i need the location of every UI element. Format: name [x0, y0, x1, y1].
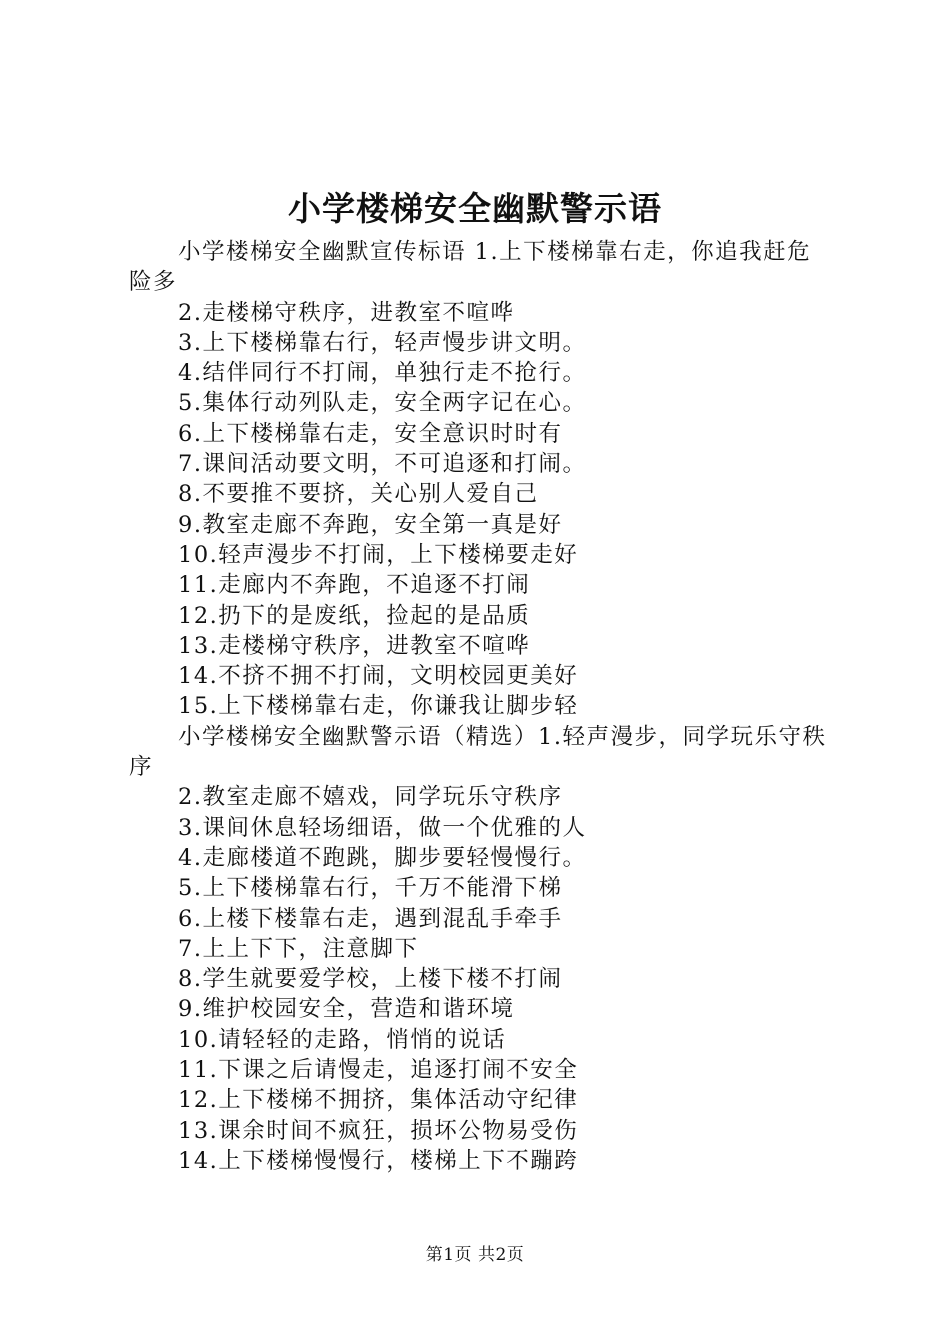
page-number-footer: 第1页 共2页 [425, 1245, 525, 1265]
list-item: 6.上楼下楼靠右走，遇到混乱手牵手 [178, 905, 563, 932]
section2-intro: 小学楼梯安全幽默警示语（精选）1.轻声漫步，同学玩乐守秩序 [129, 723, 827, 781]
list-item: 4.结伴同行不打闹，单独行走不抢行。 [178, 360, 587, 387]
list-item: 12.上下楼梯不拥挤，集体活动守纪律 [178, 1087, 579, 1114]
list-item: 13.走楼梯守秩序，进教室不喧哗 [178, 632, 531, 659]
list-item: 14.上下楼梯慢慢行，楼梯上下不蹦跨 [178, 1147, 579, 1174]
list-item: 3.上下楼梯靠右行，轻声慢步讲文明。 [178, 329, 587, 356]
document-title: 小学楼梯安全幽默警示语 [288, 189, 662, 228]
list-item: 3.课间休息轻场细语，做一个优雅的人 [178, 814, 587, 841]
list-item: 8.不要推不要挤，关心别人爱自己 [178, 481, 539, 508]
section1-list [129, 298, 834, 722]
section2-list [129, 782, 834, 1176]
list-item: 9.教室走廊不奔跑，安全第一真是好 [178, 511, 563, 538]
list-item: 11.下课之后请慢走，追逐打闹不安全 [178, 1057, 579, 1084]
list-item: 14.不挤不拥不打闹，文明校园更美好 [178, 663, 579, 690]
list-item: 12.扔下的是废纸，捡起的是品质 [178, 602, 531, 629]
list-item: 9.维护校园安全，营造和谐环境 [178, 996, 515, 1023]
list-item: 4.走廊楼道不跑跳，脚步要轻慢慢行。 [178, 844, 587, 871]
section1-intro: 小学楼梯安全幽默宣传标语 1.上下楼梯靠右走，你追我赶危险多 [129, 239, 812, 296]
list-item: 7.课间活动要文明，不可追逐和打闹。 [178, 451, 587, 478]
list-item: 13.课余时间不疯狂，损坏公物易受伤 [178, 1117, 579, 1144]
list-item: 11.走廊内不奔跑，不追逐不打闹 [178, 572, 531, 599]
list-item: 10.请轻轻的走路，悄悄的说话 [178, 1026, 507, 1053]
list-item: 2.走楼梯守秩序，进教室不喧哗 [178, 299, 515, 326]
list-item: 10.轻声漫步不打闹，上下楼梯要走好 [178, 541, 579, 568]
list-item: 2.教室走廊不嬉戏，同学玩乐守秩序 [178, 784, 563, 811]
list-item: 8.学生就要爱学校，上楼下楼不打闹 [178, 966, 563, 993]
list-item: 5.集体行动列队走，安全两字记在心。 [178, 390, 587, 417]
list-item: 6.上下楼梯靠右走，安全意识时时有 [178, 420, 563, 447]
list-item: 7.上上下下，注意脚下 [178, 935, 419, 962]
document-body [129, 237, 834, 1176]
list-item: 15.上下楼梯靠右走，你谦我让脚步轻 [178, 693, 579, 720]
list-item: 5.上下楼梯靠右行，千万不能滑下梯 [178, 875, 563, 902]
